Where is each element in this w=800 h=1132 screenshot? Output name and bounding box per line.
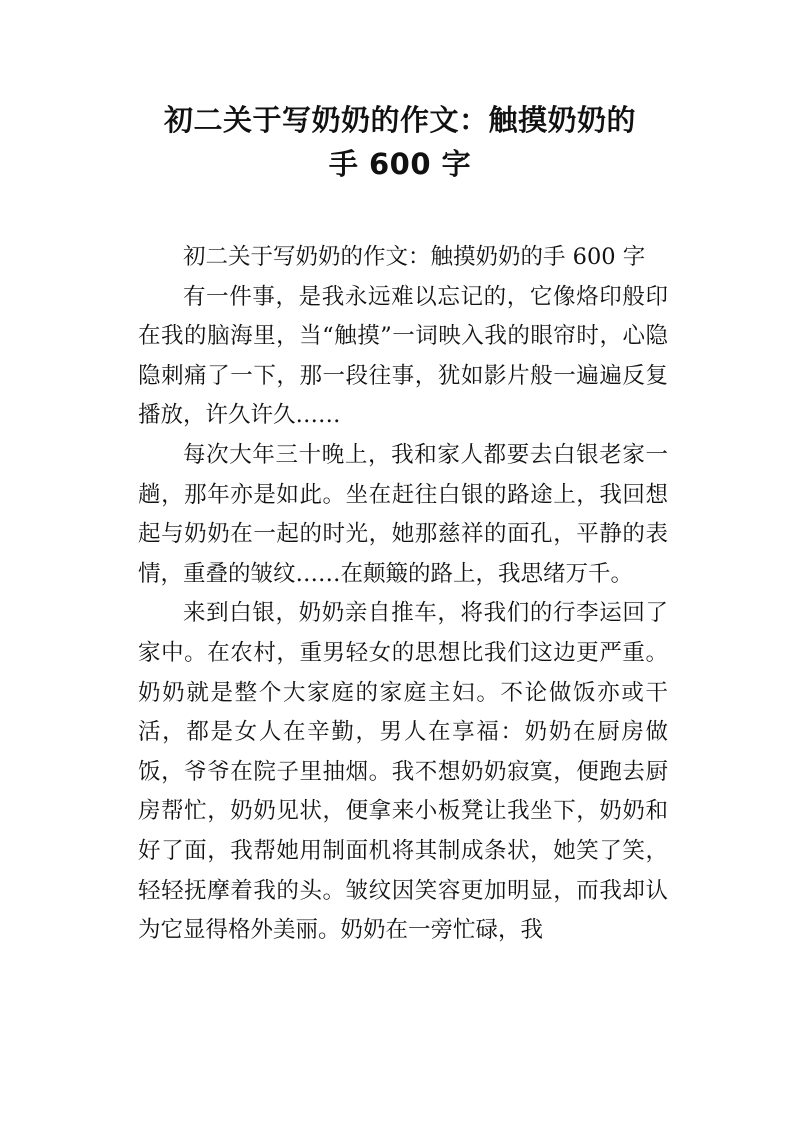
title-line-2: 手 600 字 <box>328 147 472 181</box>
paragraph: 有一件事，是我永远难以忘记的，它像烙印般印在我的脑海里，当“触摸”一词映入我的眼帘时，心隐隐刺痛了一下，那一段往事，犹如影片般一遍遍反复播放，许久许久…… <box>138 283 668 429</box>
paragraph-subtitle: 初二关于写奶奶的作文：触摸奶奶的手 600 字 <box>183 244 646 270</box>
page-title <box>100 98 700 186</box>
paragraph: 来到白银，奶奶亲自推车，将我们的行李运回了家中。在农村，重男轻女的思想比我们这边更严重。奶奶就是整个大家庭的家庭主妇。不论做饭亦或干活，都是女人在辛勤，男人在享福：奶奶在厨房做饭，爷爷在院子里抽烟。我不想奶奶寂寞，便跑去厨房帮忙，奶奶见状，便拿来小板凳让我坐下，奶奶和好了面，我帮她用制面机将其制成条状，她笑了笑，轻轻抚摩着我的头。皱纹因笑容更加明显，而我却认为它显得格外美丽。奶奶在一旁忙碌，我 <box>138 600 668 944</box>
title-line-1: 初二关于写奶奶的作文：触摸奶奶的 <box>163 103 636 137</box>
article-body <box>138 238 668 951</box>
paragraph: 每次大年三十晚上，我和家人都要去白银老家一趟，那年亦是如此。坐在赶往白银的路途上，我回想起与奶奶在一起的时光，她那慈祥的面孔，平静的表情，重叠的皱纹……在颠簸的路上，我思绪万千。 <box>138 441 668 587</box>
